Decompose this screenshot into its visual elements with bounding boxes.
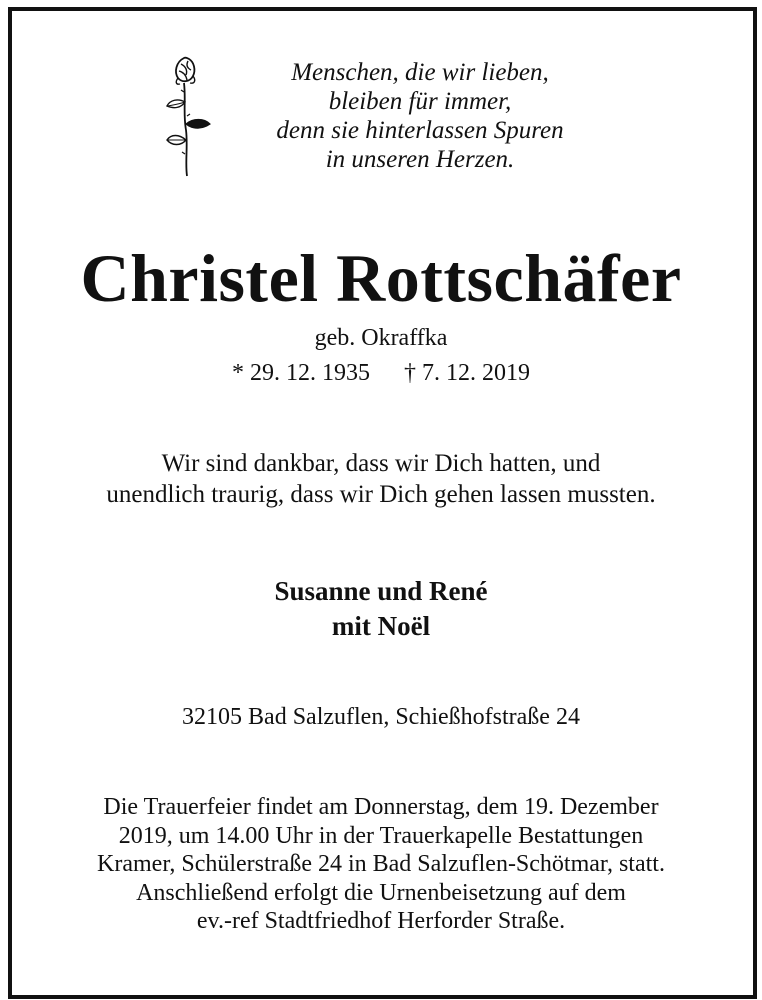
life-dates — [0, 358, 762, 388]
maiden-name: geb. Okraffka — [314, 325, 448, 351]
death-date: † 7. 12. 2019 — [404, 360, 530, 386]
service-line: Kramer, Schülerstraße 24 in Bad Salzuflen-Schötmar, statt. — [97, 851, 665, 877]
birth-date: * 29. 12. 1935 — [232, 360, 370, 386]
memorial-poem — [230, 58, 610, 174]
mourners — [0, 574, 762, 644]
family-address: 32105 Bad Salzuflen, Schießhofstraße 24 — [182, 704, 580, 730]
rose-icon — [162, 54, 218, 178]
gratitude-line: unendlich traurig, dass wir Dich gehen lassen mussten. — [106, 481, 656, 508]
service-line: 2019, um 14.00 Uhr in der Trauerkapelle Bestattungen — [118, 822, 644, 849]
service-line: ev.-ref Stadtfriedhof Herforder Straße. — [196, 908, 566, 934]
mourners-line: Susanne und René — [274, 576, 488, 606]
service-line: Anschließend erfolgt die Urnenbeisetzung auf dem — [136, 879, 626, 906]
poem-line: Menschen, die wir lieben, — [291, 59, 549, 86]
poem-line: in unseren Herzen. — [325, 146, 515, 173]
mourners-line: mit Noël — [331, 611, 431, 641]
deceased-name: Christel Rottschäfer — [80, 240, 682, 316]
funeral-service-info — [0, 793, 762, 936]
service-line: Die Trauerfeier findet am Donnerstag, dem 19. Dezember — [103, 794, 659, 820]
poem-line: denn sie hinterlassen Spuren — [276, 117, 564, 144]
gratitude-text — [0, 448, 762, 510]
poem-line: bleiben für immer, — [328, 88, 512, 115]
gratitude-line: Wir sind dankbar, dass wir Dich hatten, und — [161, 450, 601, 477]
